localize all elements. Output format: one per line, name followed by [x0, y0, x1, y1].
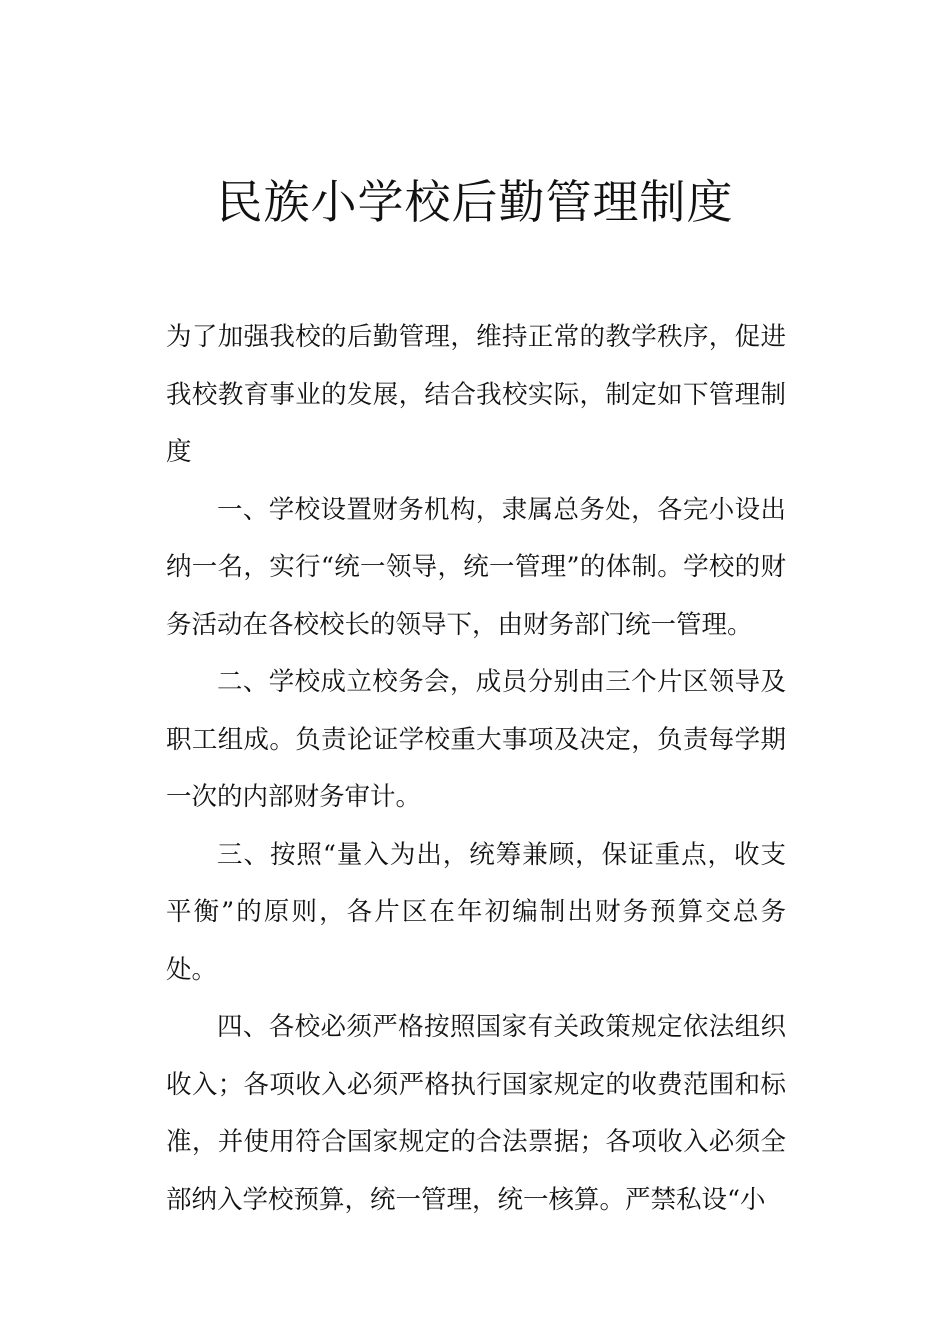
paragraph-3: 三、按照“量入为出，统筹兼顾，保证重点，收支平衡”的原则，各片区在年初编制出财务预算交总务处。	[166, 839, 786, 985]
paragraph-1: 一、学校设置财务机构，隶属总务处，各完小设出纳一名，实行“统一领导，统一管理”的体制。学校的财务活动在各校校长的领导下，由财务部门统一管理。	[166, 494, 786, 640]
document-body	[166, 309, 786, 1229]
paragraph-intro: 为了加强我校的后勤管理，维持正常的教学秩序，促进我校教育事业的发展，结合我校实际，制定如下管理制度	[166, 322, 786, 467]
document-title: 民族小学校后勤管理制度	[216, 175, 734, 229]
paragraph-4: 四、各校必须严格按照国家有关政策规定依法组织收入；各项收入必须严格执行国家规定的收费范围和标准，并使用符合国家规定的合法票据；各项收入必须全部纳入学校预算，统一管理，统一核算。严禁私设“小	[166, 1012, 786, 1215]
paragraph-2: 二、学校成立校务会，成员分别由三个片区领导及职工组成。负责论证学校重大事项及决定，负责每学期一次的内部财务审计。	[166, 667, 786, 812]
